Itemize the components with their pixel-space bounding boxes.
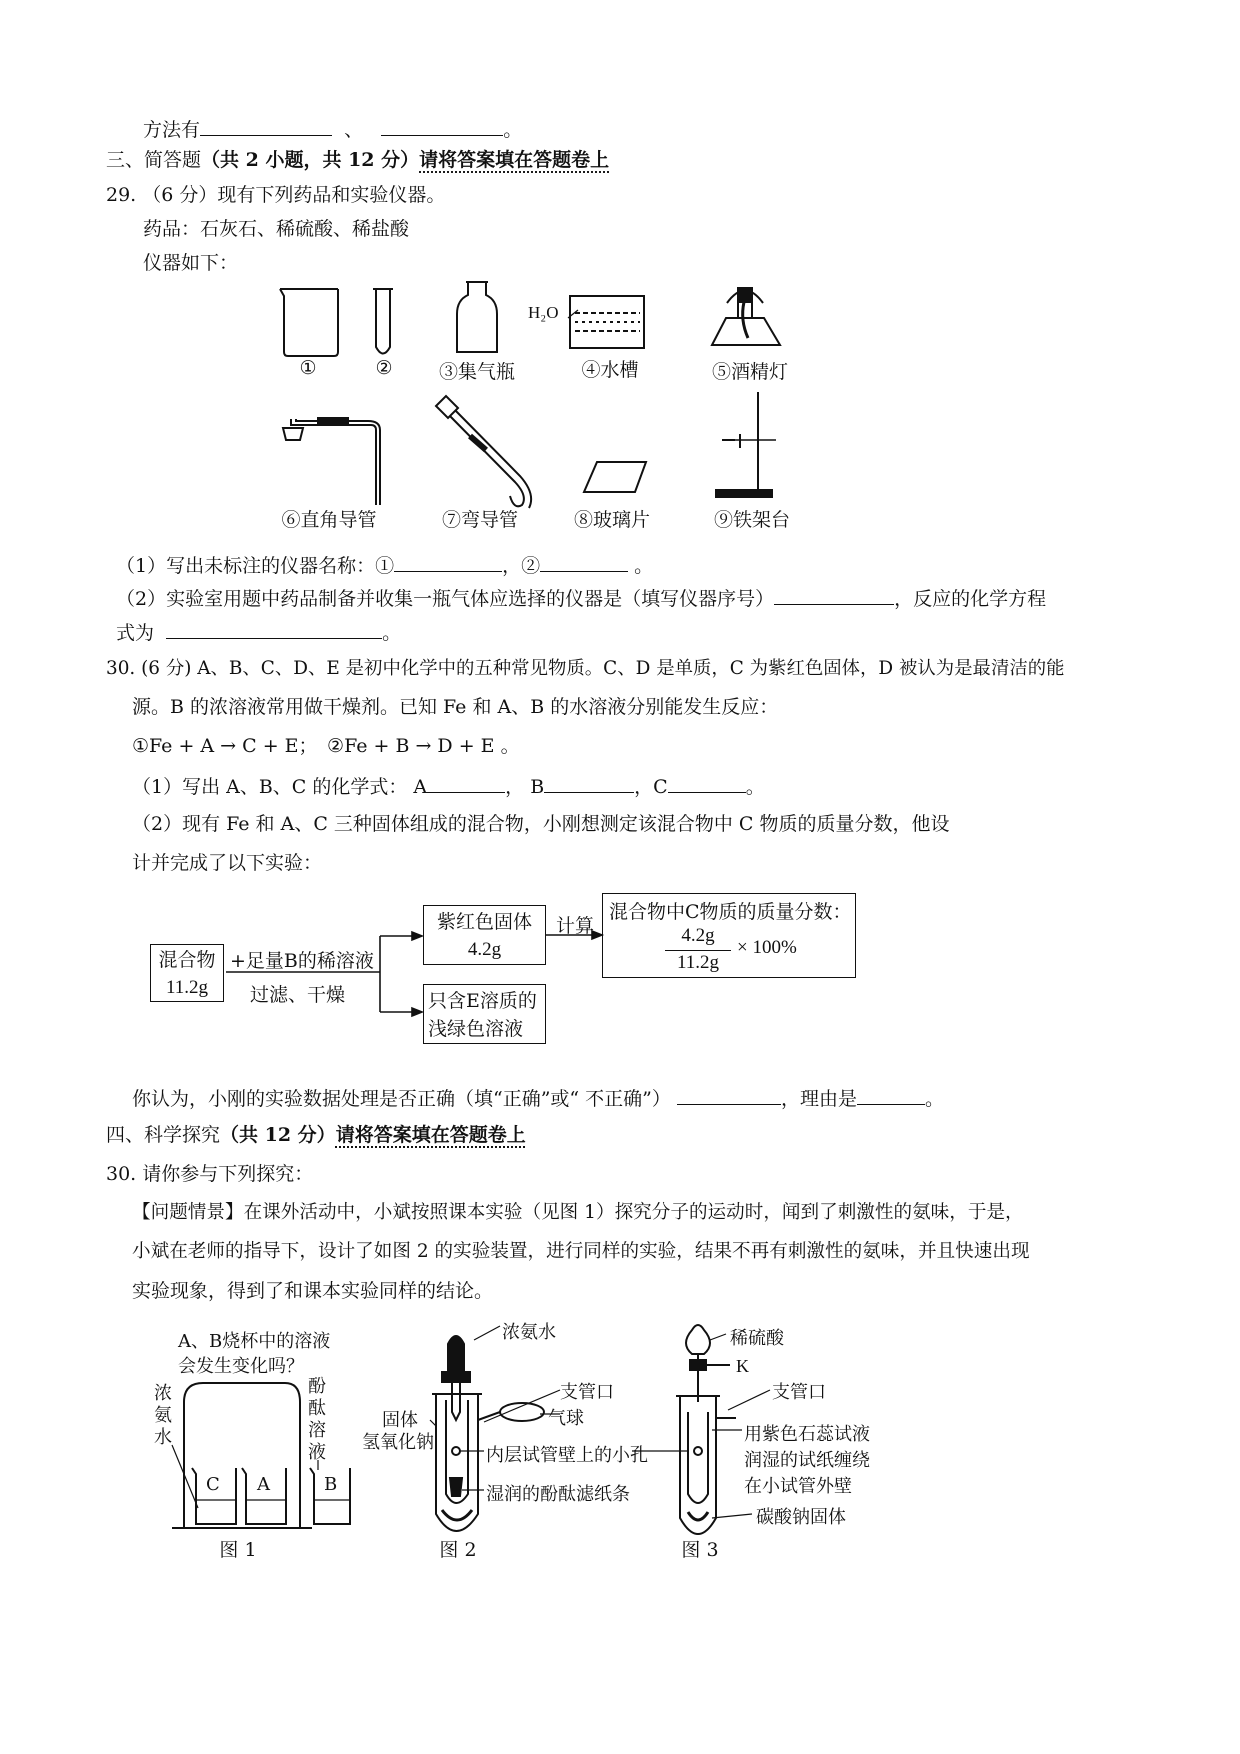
flow-solid-mass: 4.2g: [467, 939, 502, 960]
q29-sub2-text: （2）实验室用题中药品制备并收集一瓶气体应选择的仪器是（填写仪器序号）: [116, 588, 775, 610]
q30-sub2-line1: （2）现有 Fe 和 A、C 三种固体组成的混合物，小刚想测定该混合物中 C 物质的质量分数，他设: [132, 813, 950, 835]
fig3-k-label: K: [736, 1356, 749, 1376]
q29-sub1-end: 。: [634, 555, 654, 577]
figure-1-caption: 图 1: [219, 1539, 257, 1561]
caption-gas-bottle: ③集气瓶: [438, 361, 515, 383]
flow-step-operation: 过滤、干燥: [250, 984, 346, 1006]
flow-result-title: 混合物中C物质的质量分数：: [609, 901, 852, 923]
section-4-note: 请将答案填在答题卷上: [335, 1124, 526, 1146]
flow-liquid-line2: 浅绿色溶液: [428, 1018, 524, 1040]
q30-reactions: ①Fe + A → C + E； ②Fe + B → D + E 。: [132, 735, 520, 757]
flow-result-multiplier: × 100%: [737, 937, 797, 958]
q30-sub2-line2: 计并完成了以下实验：: [132, 852, 323, 874]
h2o-label: H₂O: [528, 303, 559, 322]
section-3-score: （共 2 小题，共 12 分）: [201, 149, 420, 171]
caption-water-trough: ④水槽: [581, 359, 639, 381]
caption-iron-stand: ⑨铁架台: [713, 509, 790, 531]
caption-glass-plate: ⑧玻璃片: [573, 509, 650, 531]
fig3-label-1: 用紫色石蕊试液: [744, 1424, 870, 1445]
fig3-label-2: 润湿的试纸缠绕: [744, 1450, 870, 1471]
fig1-left-char: 浓: [154, 1383, 172, 1404]
fig3-branch-label: 支管口: [772, 1382, 826, 1403]
q31-paragraph-2: 小斌在老师的指导下，设计了如图 2 的实验装置，进行同样的实验，结果不再有刺激性的氨味，并且快速出现: [132, 1241, 1030, 1262]
q29-sub1-prefix: （1）写出未标注的仪器名称：①: [116, 555, 395, 577]
top-line-end: 。: [503, 119, 523, 141]
figure-2-caption: 图 2: [439, 1539, 477, 1561]
q29-sub1-mid: ，②: [502, 555, 541, 577]
section-4-title: 四、科学探究: [106, 1124, 221, 1146]
beaker-a-label: A: [257, 1474, 270, 1495]
q29-drugs: 药品：石灰石、稀硫酸、稀盐酸: [143, 218, 410, 240]
q29-sub2-line2-text: 式为: [116, 622, 155, 644]
fig1-right-char: 酚: [308, 1376, 326, 1397]
caption-alcohol-lamp: ⑤酒精灯: [711, 361, 788, 383]
caption-right-angle-tube: ⑥直角导管: [281, 509, 377, 531]
flow-calc-label: 计算: [556, 915, 595, 937]
fig3-acid-label: 稀硫酸: [730, 1328, 784, 1349]
q30-sub1-end: 。: [745, 776, 765, 798]
q30-line1: 30. (6 分) A、B、C、D、E 是初中化学中的五种常见物质。C、D 是单质，C 为紫红色固体，D 被认为是最清洁的能: [106, 658, 1065, 679]
q29-sub2-line2-end: 。: [382, 622, 402, 644]
flow-step-reagent: +足量B的稀溶液: [230, 950, 374, 972]
section-3-note: 请将答案填在答题卷上: [419, 149, 610, 171]
flow-result-denominator: 11.2g: [676, 952, 720, 973]
q31-stem: 30. 请你参与下列探究：: [106, 1163, 314, 1185]
fig2-solid-label: 固体: [382, 1410, 418, 1431]
q31-paragraph-1: 【问题情景】在课外活动中，小斌按照课本实验（见图 1）探究分子的运动时，闻到了刺激性的氨味，于是，: [132, 1202, 1024, 1223]
q29-sub2-end: ，反应的化学方程: [894, 588, 1047, 610]
fig2-naoh-label: 氢氧化钠: [362, 1432, 434, 1453]
fig3-solid-label: 碳酸钠固体: [756, 1507, 846, 1528]
beaker-b-label: B: [324, 1474, 338, 1495]
fig2-branch-label: 支管口: [560, 1382, 614, 1403]
caption-1: ①: [299, 357, 317, 379]
q30-judge-mid: ，理由是: [780, 1088, 857, 1110]
fig1-left-char: 水: [154, 1427, 172, 1448]
q30-sub1-b: ， B: [505, 776, 545, 798]
q30-judge-prefix: 你认为，小刚的实验数据处理是否正确（填“正确”或“ 不正确”）: [132, 1088, 671, 1110]
q30-line2: 源。B 的浓溶液常用做干燥剂。已知 Fe 和 A、B 的水溶液分别能发生反应：: [132, 696, 779, 718]
caption-2: ②: [375, 357, 393, 379]
flow-mixture-label: 混合物: [158, 949, 216, 971]
fig2-hole-label: 内层试管壁上的小孔: [486, 1445, 648, 1466]
q30-judge-end: 。: [924, 1088, 944, 1110]
q30-sub1-prefix: （1）写出 A、B、C 的化学式： A: [132, 776, 428, 798]
flow-mixture-mass: 11.2g: [165, 977, 209, 998]
fig1-left-char: 氨: [154, 1405, 172, 1426]
fig1-right-char: 酞: [308, 1398, 326, 1419]
fig1-right-char: 溶: [308, 1420, 326, 1441]
top-line-text: 方法有: [143, 119, 201, 141]
section-3-title: 三、简答题: [106, 149, 202, 171]
flow-liquid-line1: 只含E溶质的: [428, 990, 537, 1012]
fig1-question-line1: A、B烧杯中的溶液: [178, 1331, 331, 1352]
outer-tube-3-icon: [680, 1396, 716, 1534]
caption-bent-tube: ⑦弯导管: [441, 509, 518, 531]
flow-solid-label: 紫红色固体: [436, 911, 532, 933]
fig2-ammonia-label: 浓氨水: [502, 1322, 556, 1343]
section-4-score: （共 12 分）: [220, 1124, 336, 1146]
funnel-icon: [686, 1325, 710, 1354]
flow-result-numerator: 4.2g: [681, 925, 715, 946]
fig3-label-3: 在小试管外壁: [744, 1476, 852, 1497]
fig1-question-line2: 会发生变化吗？: [178, 1356, 304, 1377]
q30-sub1-c: ，C: [634, 776, 668, 798]
top-line-sep: 、: [344, 119, 364, 141]
beaker-c-label: C: [206, 1474, 220, 1495]
q29-stem: 29. （6 分）现有下列药品和实验仪器。: [106, 184, 446, 206]
fig2-balloon-label: 气球: [548, 1408, 584, 1429]
q29-instrument-title: 仪器如下：: [143, 252, 239, 274]
q31-paragraph-3: 实验现象，得到了和课本实验同样的结论。: [132, 1280, 494, 1302]
fig2-paper-label: 湿润的酚酞滤纸条: [486, 1484, 630, 1505]
fig1-right-char: 液: [308, 1442, 326, 1463]
figure-3-caption: 图 3: [681, 1539, 719, 1561]
